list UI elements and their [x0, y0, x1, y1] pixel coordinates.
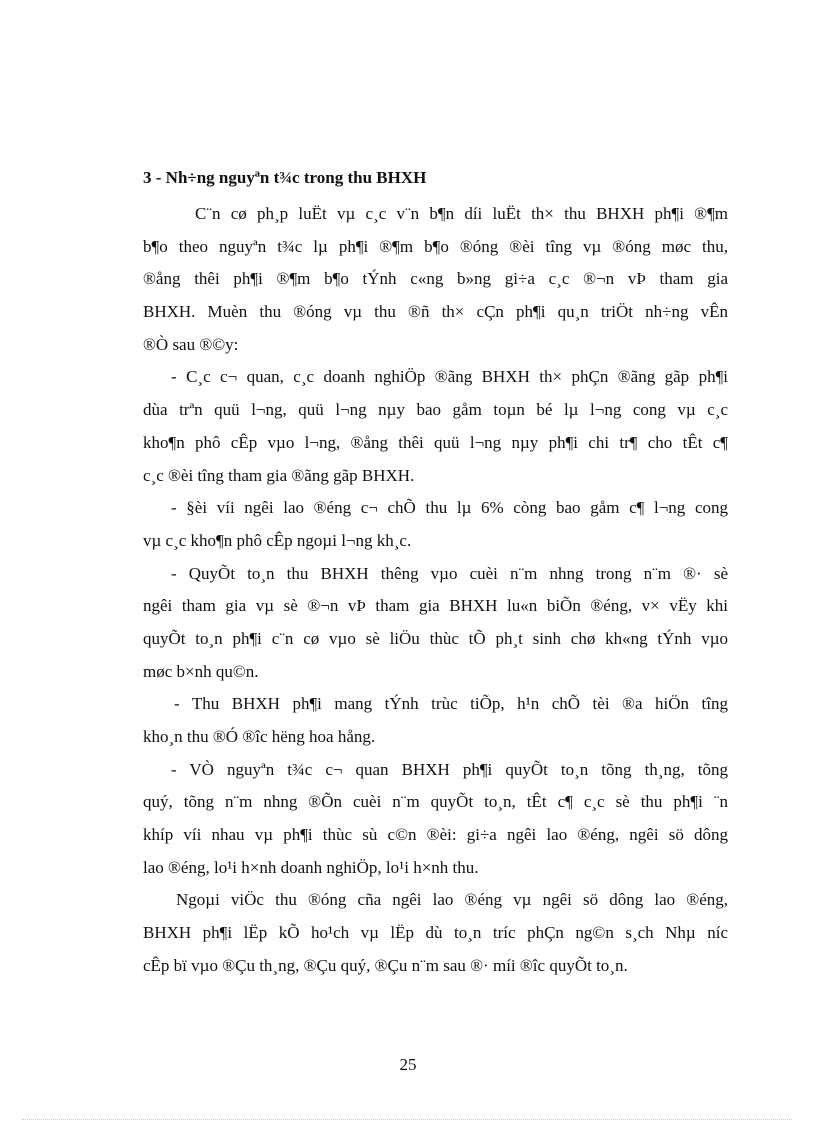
text-line: quý, tõng n¨m nhng ®Õn cuèi n¨m quyÕt to¸n, tÊt c¶ c¸c sè thu ph¶i ¨n: [143, 792, 728, 812]
text-line: ®ång thêi ph¶i ®¶m b¶o tÝnh c«ng b»ng gi÷a c¸c ®¬n vÞ tham gia: [143, 269, 728, 289]
text-line: - C¸c c¬ quan, c¸c doanh nghiÖp ®ãng BHXH th× phÇn ®ãng gãp ph¶i: [171, 367, 728, 387]
text-line: ®Ò sau ®©y:: [143, 334, 239, 354]
text-line: kho¶n phô cÊp vµo l¬ng, ®ång thêi quü l¬ng nµy ph¶i chi tr¶ cho tÊt c¶: [143, 432, 728, 452]
text-line: ngêi tham gia vµ sè ®¬n vÞ tham gia BHXH lu«n biÕn ®éng, v× vËy khi: [143, 596, 728, 616]
text-line: c¸c ®èi tîng tham gia ®ãng gãp BHXH.: [143, 465, 415, 485]
text-line: Ngoµi viÖc thu ®óng cña ngêi lao ®éng vµ ngêi sö dông lao ®éng,: [176, 890, 728, 910]
text-line: dùa trªn quü l¬ng, quü l¬ng nµy bao gåm toµn bé lµ l¬ng cong vµ c¸c: [143, 400, 728, 420]
text-line: C¨n cø ph¸p luËt vµ c¸c v¨n b¶n díi luËt th× thu BHXH ph¶i ®¶m: [195, 204, 728, 223]
text-line: khíp víi nhau vµ ph¶i thùc sù c©n ®èi: gi÷a ngêi lao ®éng, ngêi sö dông: [143, 825, 728, 845]
text-line: - QuyÕt to¸n thu BHXH thêng vµo cuèi n¨m nhng trong n¨m ®· sè: [171, 563, 728, 583]
body-text: [143, 198, 728, 983]
page-bottom-divider: [22, 1119, 792, 1120]
text-line: - VÒ nguyªn t¾c c¬ quan BHXH ph¶i quyÕt to¸n tõng th¸ng, tõng: [171, 759, 728, 779]
text-line: BHXH ph¶i lËp kÕ ho¹ch vµ lËp dù to¸n tríc phÇn ng©n s¸ch Nhµ níc: [143, 923, 728, 943]
text-line: kho¸n thu ®Ó ®îc hëng hoa hång.: [143, 727, 376, 746]
text-line: cÊp bï vµo ®Çu th¸ng, ®Çu quý, ®Çu n¨m sau ®· míi ®îc quyÕt to¸n.: [143, 955, 628, 975]
text-line: BHXH. Muèn thu ®óng vµ thu ®ñ th× cÇn ph¶i qu¸n triÖt nh÷ng vÊn: [143, 302, 728, 322]
text-line: lao ®éng, lo¹i h×nh doanh nghiÖp, lo¹i h×nh thu.: [143, 857, 479, 877]
text-line: b¶o theo nguyªn t¾c lµ ph¶i ®¶m b¶o ®óng ®èi tîng vµ ®óng møc thu,: [143, 236, 728, 256]
text-line: - §èi víi ngêi lao ®éng c¬ chÕ thu lµ 6% còng bao gåm c¶ l¬ng cong: [171, 498, 728, 518]
page-number: 25: [399, 1055, 417, 1074]
text-line: vµ c¸c kho¶n phô cÊp ngoµi l¬ng kh¸c.: [143, 530, 412, 550]
text-line: - Thu BHXH ph¶i mang tÝnh trùc tiÕp, h¹n chÕ tèi ®a hiÖn tîng: [174, 694, 728, 714]
section-heading: 3 - Nh÷ng nguyªn t¾c trong thu BHXH: [143, 168, 427, 187]
text-line: quyÕt to¸n ph¶i c¨n cø vµo sè liÖu thùc tÕ ph¸t sinh chø kh«ng tÝnh vµo: [143, 628, 728, 648]
text-line: møc b×nh qu©n.: [143, 661, 259, 681]
